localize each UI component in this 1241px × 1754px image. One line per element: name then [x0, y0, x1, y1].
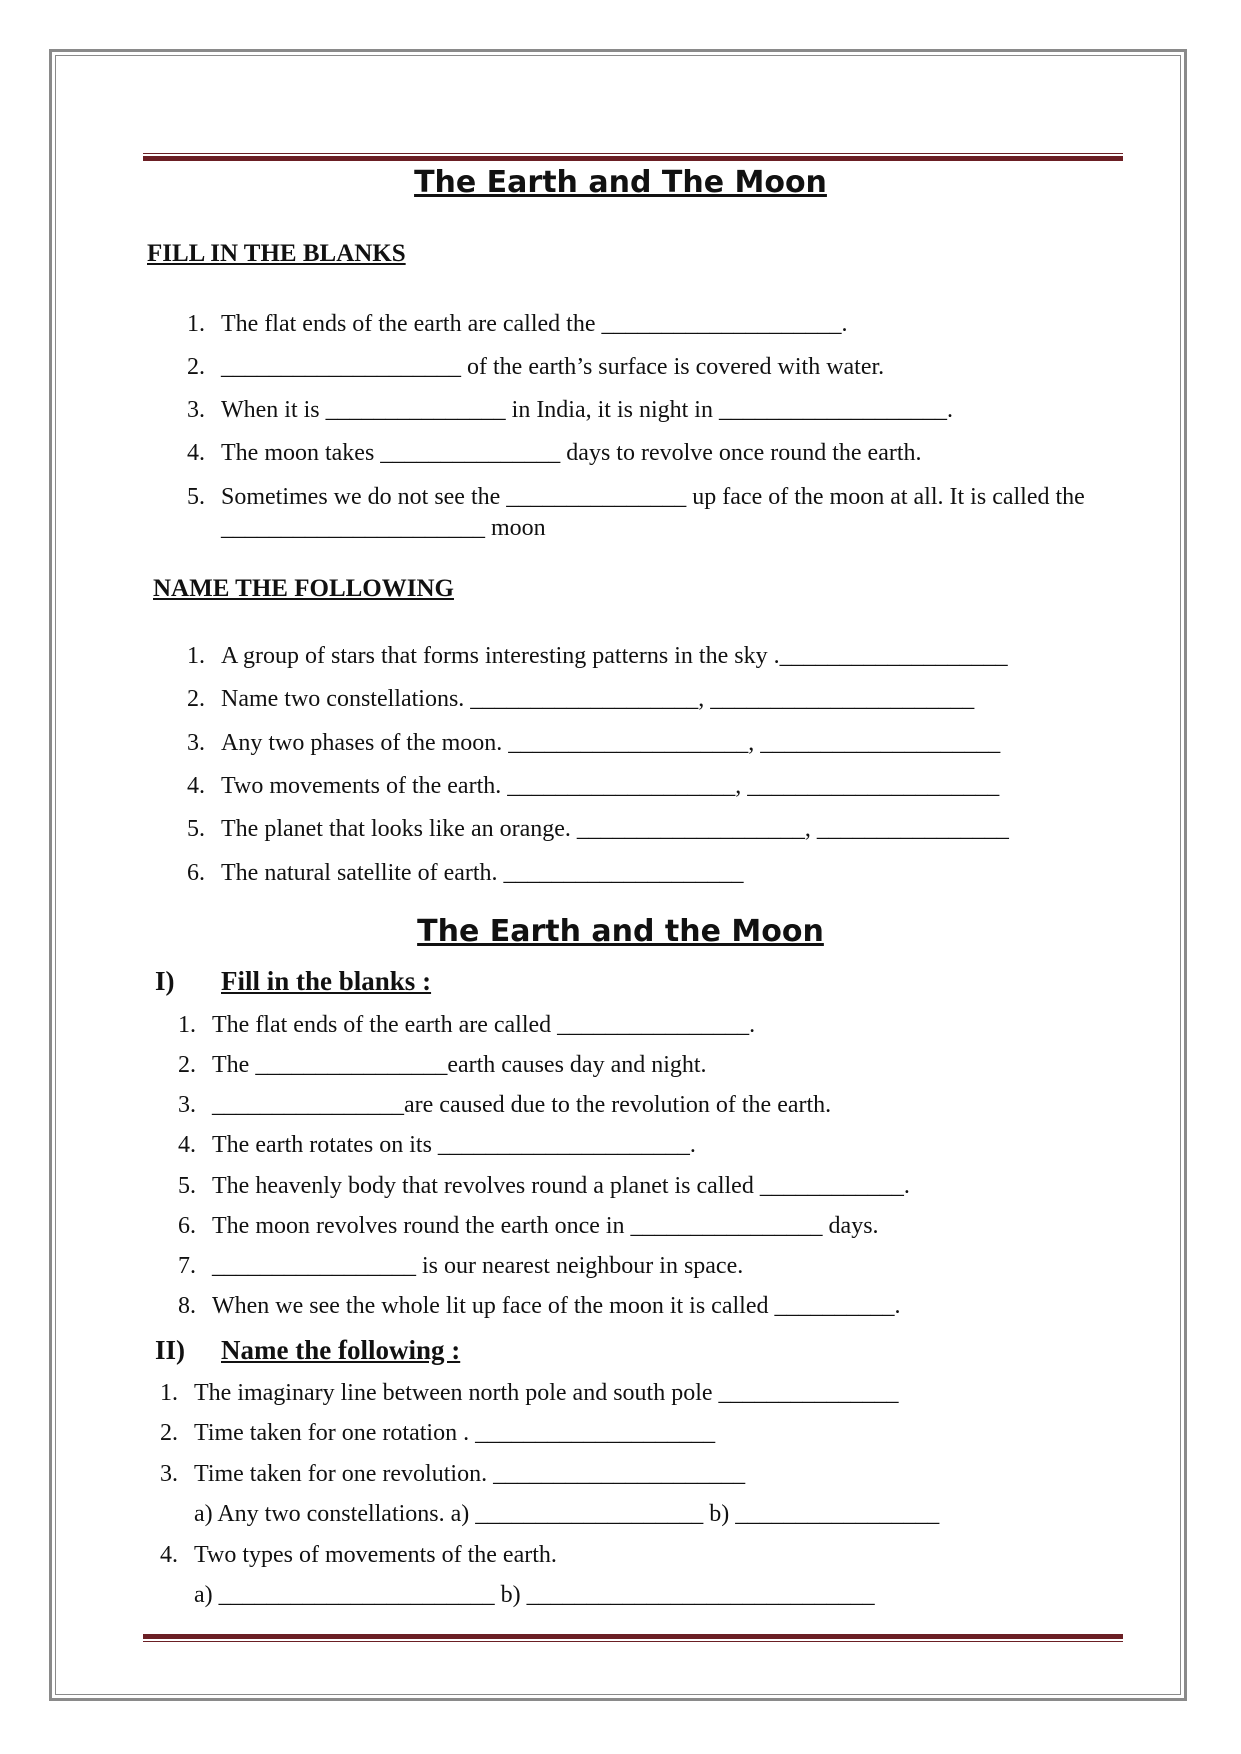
list-item: 1. The imaginary line between north pole and south pole _______________ — [160, 1380, 899, 1406]
list-item: 8. When we see the whole lit up face of the moon it is called __________. — [178, 1293, 901, 1319]
page-title: The Earth and The Moon — [414, 165, 827, 200]
list-item: 3. Time taken for one revolution. _____________________ — [160, 1461, 746, 1487]
list-item: 5. The heavenly body that revolves round a planet is called ____________. — [178, 1173, 910, 1199]
top-divider — [143, 153, 1123, 161]
fill-blanks-heading: FILL IN THE BLANKS — [147, 240, 406, 267]
list-item: 2. The ________________earth causes day and night. — [178, 1052, 707, 1078]
list-item: 4. The moon takes _______________ days to revolve once round the earth. — [187, 440, 922, 466]
list-item: 6. The moon revolves round the earth once in ________________ days. — [178, 1213, 879, 1239]
list-item: 1. The flat ends of the earth are called the ____________________. — [187, 311, 848, 337]
list-item: 2. Time taken for one rotation . ____________________ — [160, 1420, 716, 1446]
list-item: 3. ________________are caused due to the revolution of the earth. — [178, 1092, 832, 1118]
list-item: 3. When it is _______________ in India, it is night in ___________________. — [187, 397, 953, 423]
list-item: 1. A group of stars that forms interesting patterns in the sky .___________________ — [187, 643, 1008, 669]
list-item: 3. Any two phases of the moon. ____________________, ____________________ — [187, 730, 1001, 756]
list-item: 6. The natural satellite of earth. ____________________ — [187, 860, 744, 886]
list-item: 7. _________________ is our nearest neighbour in space. — [178, 1253, 744, 1279]
list-item: a) Any two constellations. a) ___________________ b) _________________ — [194, 1501, 940, 1527]
list-item: 4. Two types of movements of the earth. — [160, 1542, 557, 1568]
list-item: 4. Two movements of the earth. ___________________, _____________________ — [187, 773, 1000, 799]
list-item: 5. The planet that looks like an orange. ___________________, ________________ — [187, 816, 1009, 842]
list-item: 4. The earth rotates on its _____________________. — [178, 1132, 696, 1158]
list-item: 2. Name two constellations. ___________________, ______________________ — [187, 686, 975, 712]
list-item: 2. ____________________ of the earth’s surface is covered with water. — [187, 354, 885, 380]
list-item: 1. The flat ends of the earth are called ________________. — [178, 1012, 756, 1038]
list-item: a) _______________________ b) _____________________________ — [194, 1582, 875, 1608]
name-following-heading: NAME THE FOLLOWING — [153, 575, 454, 602]
section-title: The Earth and the Moon — [417, 914, 824, 949]
list-item: 5. Sometimes we do not see the _______________ up face of the moon at all. It is called the ______________________ moon — [187, 484, 1085, 541]
bottom-divider — [143, 1634, 1123, 1642]
